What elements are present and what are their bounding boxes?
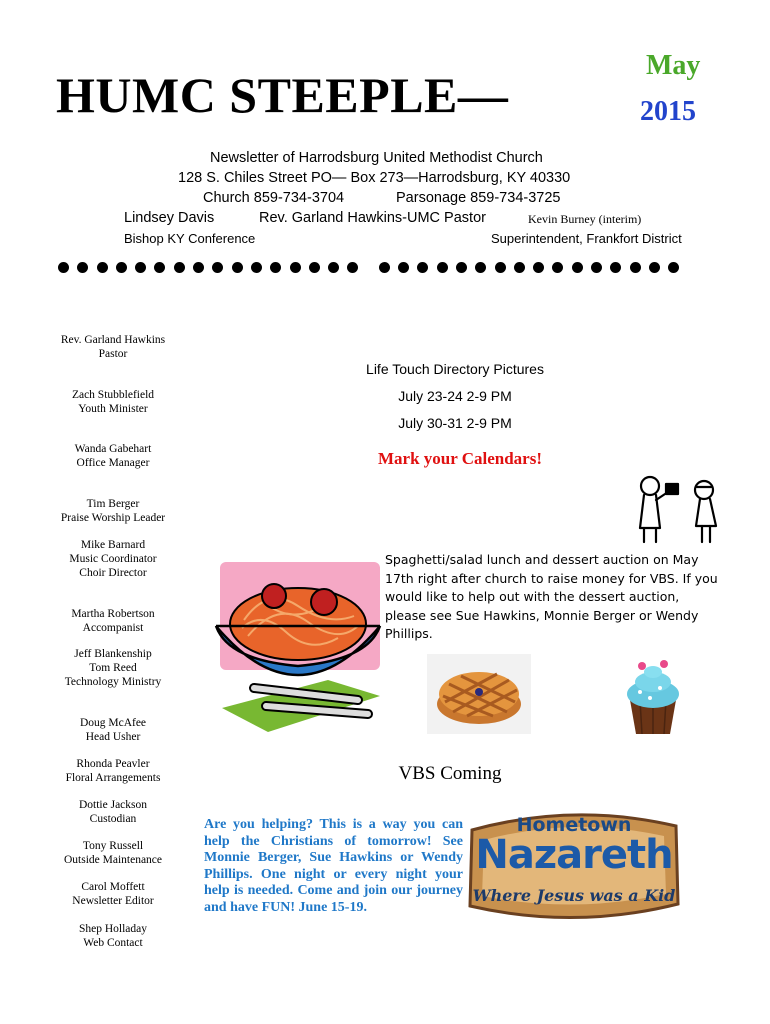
staff-entry	[40, 333, 186, 361]
bishop-role: Bishop KY Conference	[124, 231, 256, 246]
staff-role: Praise Worship Leader	[60, 512, 166, 524]
staff-entry	[40, 497, 186, 525]
staff-name: Carol Moffett	[81, 881, 145, 893]
staff-role: Outside Maintenance	[63, 854, 163, 866]
vbs-heading: VBS Coming	[398, 763, 502, 784]
staff-role: Tom Reed	[89, 662, 137, 674]
staff-entry	[40, 757, 186, 785]
pastor-name: Rev. Garland Hawkins-UMC Pastor	[259, 210, 486, 226]
staff-role: Technology Ministry	[64, 676, 162, 688]
vbs-announcement: Are you helping? This is a way you can help the Christians of tomorrow! See Monnie Berger, Sue Hawkins or Wendy Phillips. One night or every night your help is needed. Come and join our journey and have FUN! June 15-19.	[204, 817, 463, 915]
issue-month: May	[646, 50, 701, 81]
staff-entry	[40, 839, 186, 867]
directory-date: July 23-24 2-9 PM	[398, 388, 512, 404]
staff-entry	[40, 538, 186, 580]
staff-role: Pastor	[98, 348, 128, 360]
staff-name: Rhonda Peavler	[76, 758, 150, 770]
issue-year: 2015	[640, 96, 696, 127]
staff-name: Tim Berger	[86, 498, 140, 510]
staff-name: Dottie Jackson	[78, 799, 148, 811]
newsletter-subtitle: Newsletter of Harrodsburg United Methodist Church	[210, 150, 543, 166]
staff-entry	[40, 880, 186, 908]
dot-divider	[58, 262, 718, 278]
staff-entry	[40, 798, 186, 826]
staff-name: Tony Russell	[82, 840, 144, 852]
staff-role: Choir Director	[79, 567, 147, 579]
staff-name: Martha Robertson	[71, 608, 155, 620]
cupcake-image	[620, 654, 686, 736]
staff-role: Accompanist	[82, 622, 144, 634]
staff-name: Wanda Gabehart	[74, 443, 152, 455]
staff-role: Web Contact	[83, 937, 143, 949]
staff-entry	[40, 607, 186, 635]
directory-heading: Life Touch Directory Pictures	[366, 361, 544, 377]
staff-role: Youth Minister	[78, 403, 148, 415]
staff-entry	[40, 388, 186, 416]
staff-name: Doug McAfee	[79, 717, 147, 729]
staff-name: Jeff Blankenship	[74, 648, 152, 660]
directory-date: July 30-31 2-9 PM	[398, 415, 512, 431]
staff-entry	[40, 647, 186, 689]
staff-role: Head Usher	[85, 731, 141, 743]
staff-role: Music Coordinator	[69, 553, 157, 565]
vbs-logo-tagline: Where Jesus was a Kid	[472, 886, 676, 905]
lunch-announcement: Spaghetti/salad lunch and dessert auction on May 17th right after church to raise money for VBS. If you would like to help out with the dessert auction, please see Sue Hawkins, Monnie Berger or Wendy Phillips.	[385, 552, 718, 641]
vbs-logo-line1: Hometown	[516, 814, 632, 836]
staff-name: Shep Holladay	[78, 923, 148, 935]
staff-entry	[40, 442, 186, 470]
pie-image	[427, 654, 531, 734]
staff-name: Mike Barnard	[80, 539, 146, 551]
staff-role: Newsletter Editor	[72, 895, 154, 907]
staff-role: Floral Arrangements	[65, 772, 161, 784]
newsletter-title: HUMC STEEPLE—	[56, 67, 509, 123]
superintendent-name: Kevin Burney (interim)	[528, 212, 642, 226]
staff-role: Custodian	[89, 813, 137, 825]
spaghetti-bowl-illustration	[208, 556, 386, 734]
superintendent-role: Superintendent, Frankfort District	[491, 231, 682, 246]
staff-name: Rev. Garland Hawkins	[60, 334, 166, 346]
vbs-logo	[466, 806, 682, 924]
staff-name: Zach Stubblefield	[71, 389, 155, 401]
church-address: 128 S. Chiles Street PO— Box 273—Harrodsburg, KY 40330	[178, 170, 571, 186]
staff-entry	[40, 922, 186, 950]
vbs-logo-line2: Nazareth	[475, 832, 673, 878]
staff-role: Office Manager	[76, 457, 150, 469]
staff-entry	[40, 716, 186, 744]
parsonage-phone: Parsonage 859-734-3725	[396, 190, 561, 206]
church-phone: Church 859-734-3704	[203, 190, 345, 206]
calendar-reminder: Mark your Calendars!	[377, 449, 542, 468]
photographer-illustration	[630, 470, 722, 544]
bishop-name: Lindsey Davis	[124, 210, 215, 226]
